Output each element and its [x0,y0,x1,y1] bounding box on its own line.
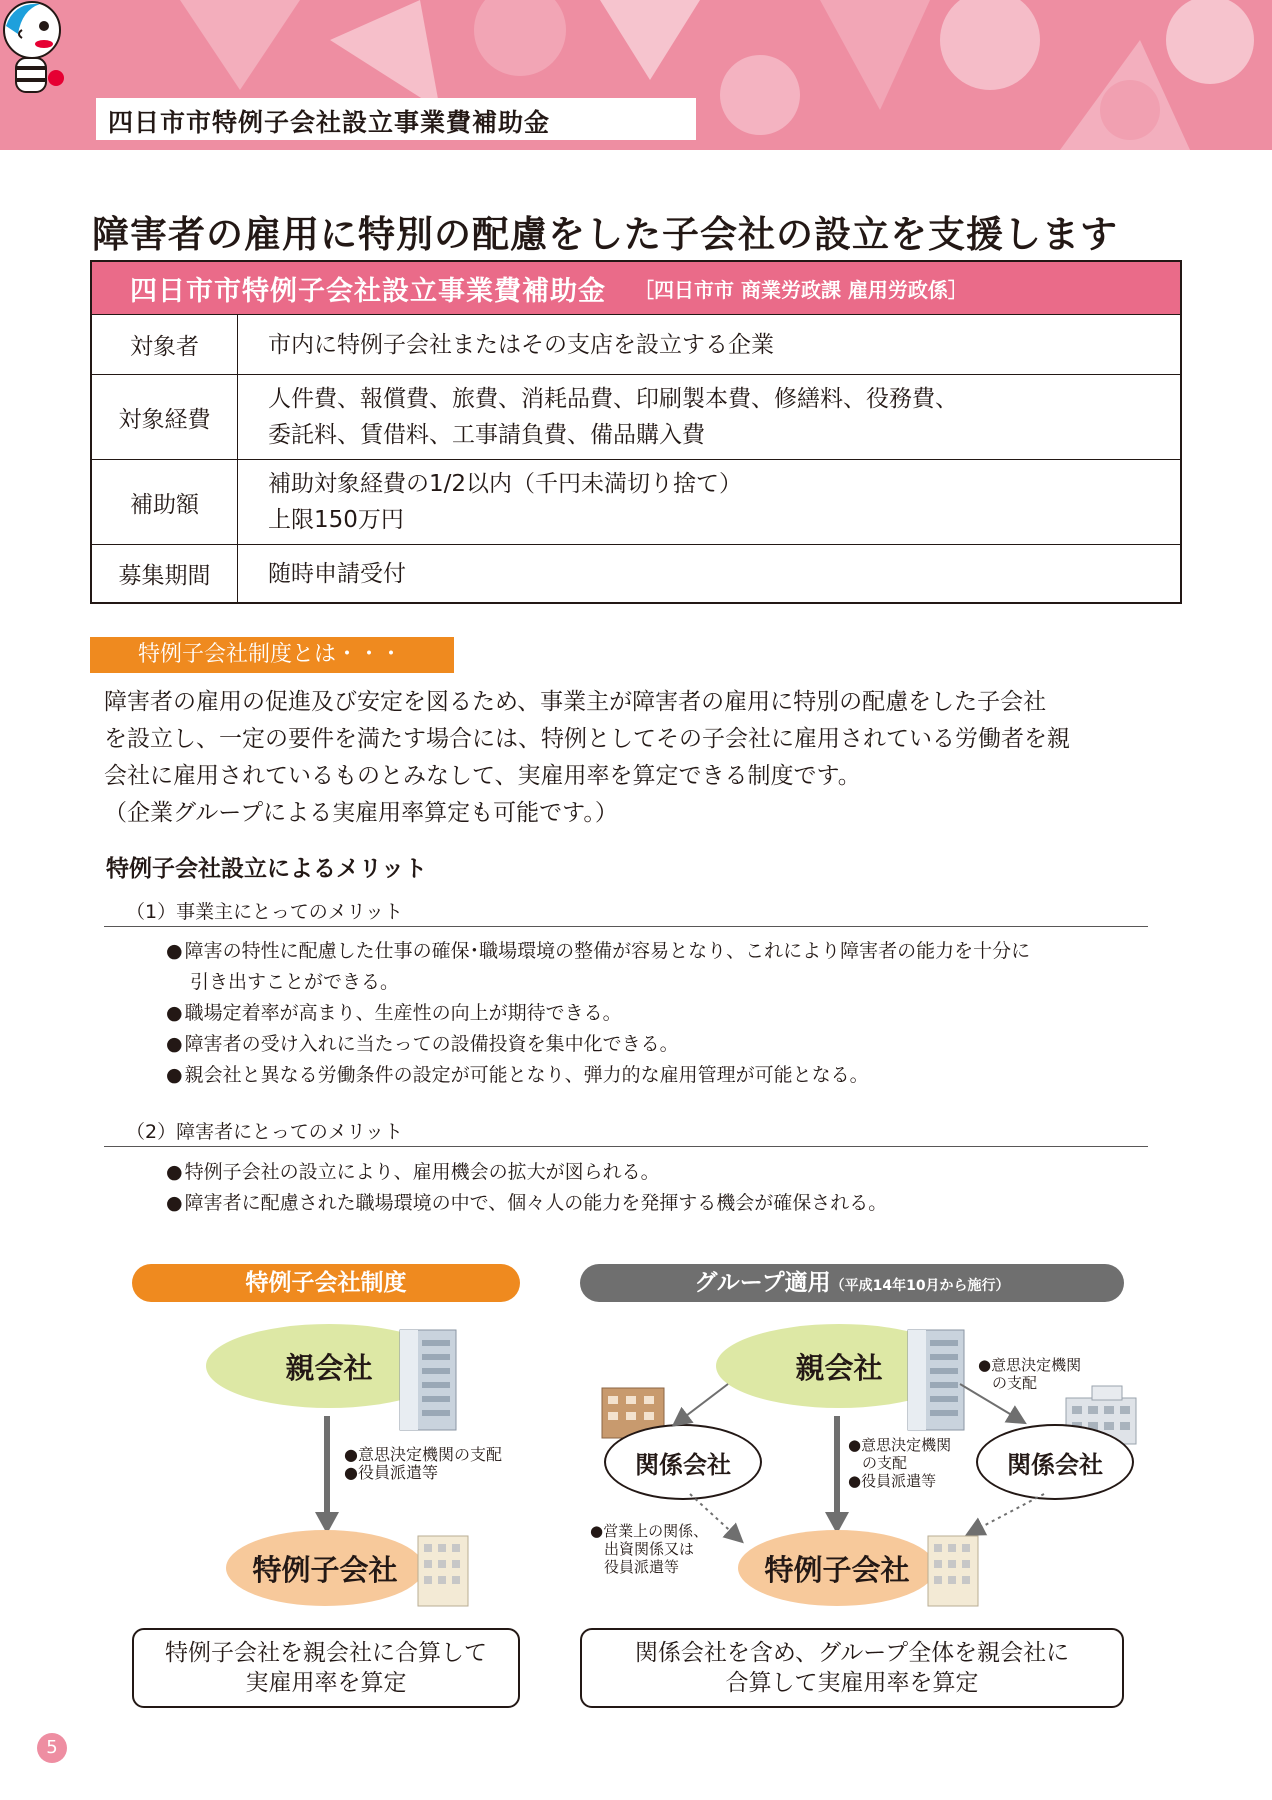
row-line: 市内に特例子会社またはその支店を設立する企業 [268,331,774,358]
banner-title: 四日市市特例子会社設立事業費補助金 [108,108,551,137]
special-subsidiary: 特例子会社 [226,1530,424,1606]
table-row [92,544,1180,602]
related-company-left: 関係会社 [604,1424,762,1500]
list-item: ● 障害者の受け入れに当たっての設備投資を集中化できる。 [166,1029,1030,1060]
list-item: ● 特例子会社の設立により、雇用機会の拡大が図られる。 [166,1157,887,1188]
disabled-merits-list [166,1157,887,1219]
row-line: 随時申請受付 [268,560,406,587]
right-summary-box [580,1628,1124,1708]
center-note [848,1436,951,1490]
note-text: 意思決定機関 [861,1436,952,1454]
header-text: グループ適用 [694,1270,831,1296]
building-icon [922,1528,986,1608]
building-icon [412,1528,476,1608]
summary-line: 特例子会社を親会社に合算して [165,1640,487,1666]
left-diagram-header: 特例子会社制度 [132,1264,520,1302]
row-line: 上限150万円 [268,507,404,533]
parent-company: 親会社 [716,1324,962,1408]
table-row [92,459,1180,544]
header-banner [0,0,1272,150]
list-item-continuation: 引き出すことができる。 [190,971,400,993]
row-label: 対象者 [92,315,238,374]
table-title: 四日市市特例子会社設立事業費補助金 [130,275,606,307]
row-line: 委託料、賃借料、工事請負費、備品購入費 [268,422,705,448]
note-text: の支配 [862,1454,908,1472]
intro-line: （企業グループによる実雇用率算定も可能です。） [104,800,618,826]
row-value [238,375,1180,459]
right-diagram-header [580,1264,1124,1302]
note-text: 役員派遣等 [357,1463,438,1482]
left-note [590,1522,708,1576]
building-icon [390,1318,470,1434]
employer-merits-title: （1）事業主にとってのメリット [126,901,403,923]
mascot-icon [0,0,70,100]
arrow-down-icon [312,1416,342,1536]
row-label: 募集期間 [92,545,238,602]
divider [104,926,1148,927]
list-item: ● 親会社と異なる労働条件の設定が可能となり、弾力的な雇用管理が可能となる。 [166,1060,1030,1091]
note-text: の支配 [992,1374,1038,1392]
note-text: 意思決定機関の支配 [357,1445,502,1464]
table-header [92,262,1180,314]
note-text: 出資関係又は [604,1540,695,1558]
special-subsidiary: 特例子会社 [738,1530,936,1606]
section-tag: 特例子会社制度とは・・・ [90,637,454,673]
summary-line: 関係会社を含め、グループ全体を親会社に [634,1640,1070,1666]
main-title: 障害者の雇用に特別の配慮をした子会社の設立を支援します [92,213,1118,256]
divider [104,1146,1148,1147]
list-item: ● 障害者に配慮された職場環境の中で、個々人の能力を発揮する機会が確保される。 [166,1188,887,1219]
row-label: 補助額 [92,460,238,544]
row-value [238,460,1180,544]
summary-line: 合算して実雇用率を算定 [725,1670,979,1696]
left-diagram-notes [344,1446,502,1482]
intro-line: 障害者の雇用の促進及び安定を図るため、事業主が障害者の雇用に特別の配慮をした子会社 [104,689,1047,715]
employer-merits-list [166,936,1030,1091]
note-text: 意思決定機関 [991,1356,1082,1374]
intro-text [104,684,1194,832]
row-line: 人件費、報償費、旅費、消耗品費、印刷製本費、修繕料、役務費、 [268,386,958,412]
row-value [238,545,1180,602]
list-item: ● 職場定着率が高まり、生産性の向上が期待できる。 [166,998,1030,1029]
table-row [92,374,1180,459]
merits-title: 特例子会社設立によるメリット [106,856,428,882]
note-text: 営業上の関係、 [603,1522,709,1540]
note-text: 役員派遣等 [861,1472,937,1490]
left-summary-box [132,1628,520,1708]
table-dept: ［四日市市 商業労政課 雇用労政係］ [634,277,968,302]
intro-line: を設立し、一定の要件を満たす場合には、特例としてその子会社に雇用されている労働者を親 [104,726,1070,752]
intro-line: 会社に雇用されているものとみなして、実雇用率を算定できる制度です。 [104,763,861,789]
list-item: ● 障害の特性に配慮した仕事の確保･職場環境の整備が容易となり、これにより障害者の能力を十分に [166,936,1030,967]
parent-company: 親会社 [206,1324,452,1408]
page-number [36,1737,68,1800]
note-text: 役員派遣等 [604,1558,680,1576]
row-label: 対象経費 [92,375,238,459]
disabled-merits-title: （2）障害者にとってのメリット [126,1121,403,1143]
summary-line: 実雇用率を算定 [245,1670,407,1696]
row-line: 補助対象経費の1/2以内（千円未満切り捨て） [268,471,743,497]
header-note: （平成14年10月から施行） [830,1278,1010,1294]
related-company-right: 関係会社 [976,1424,1134,1500]
table-row [92,314,1180,374]
page-number-text: 5 [46,1737,58,1758]
row-value [238,315,1180,374]
subsidy-info-table [90,260,1182,604]
